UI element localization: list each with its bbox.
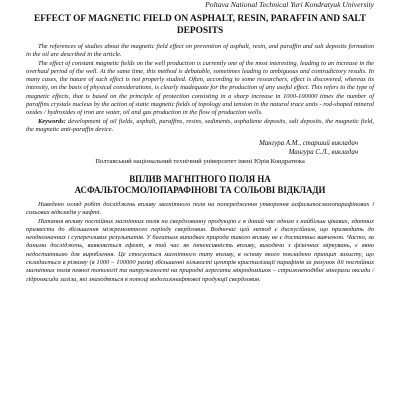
header-affiliation: Poltava National Technical Yuri Kondratyuk University bbox=[205, 0, 374, 9]
abstract-english bbox=[26, 43, 374, 134]
abstract-en-paragraph-2: The effect of constant magnetic fields on the well production is currently one of the most interesting, leading to an increase in the overhaul period of the well. At the same time, this method is debatable, sometimes leading to ambiguous and contradictory results. In many cases, the nature of such effect is not properly studied. Often, according to some researchers, effect is discovered, whereas its intensity, on the basis of physical considerations, is clearly inadequate for the production of any useful effect. This refers to the type of magnetic effects, that is based on the principle of protection consisting in a sharp increase in 1000-100000 times the number of paraffins crystals nucleus by the action of static magnetic fields of topology and tension in the natural trace units - rod-shaped mineral oxides / hydroxides of iron are water, oil and gas production in the flow of production wells. bbox=[26, 59, 374, 117]
author-list bbox=[26, 140, 374, 157]
abstract-ukrainian bbox=[26, 201, 374, 284]
author-2: Мангура С.Л., викладач bbox=[288, 148, 358, 156]
paper-title-english: EFFECT OF MAGNETIC FIELD ON ASPHALT, RESIN, PARAFFIN AND SALT DEPOSITS bbox=[33, 14, 367, 36]
abstract-ua-paragraph-2: Питання впливу постійних магнітних полів на свердловинну продукцію є в даний час одним з найбільш цікавих, здатних призвести до збільшення міжремонтного періоду свердловин. Водночас цей метод є дискусійним, що призводить до неоднозначних і суперечливих результатів. У багатьох випадках природа такого впливу не є достатньо вивченою. Часто, за даними досліджень, виявляється ефект, в той час як інтенсивність впливу, виходячи з фізичних міркувань, є явно недостатньою для вироблення. Це стосується магнітного типу впливу, в основу якого покладено принцип захисту, що складається в різкому (в 1000 – 100000 разів) збільшенні кількості центрів кристалізації парафінів за рахунок дії постійних магнітних полів певної топології та напруженості на природні агрегати мікродомішок – стрижнеподібні мінерали оксиди / гідрооксиди заліза, які знаходяться в потоці водогазонафтової продукції свердловин. bbox=[26, 217, 374, 283]
keywords-text: development of oil fields, asphalt, paraffins, resins, sediments, asphaltene deposits, salt deposits, the magnetic field, the magnetic anti-paraffin device. bbox=[26, 117, 374, 133]
affiliation-ukrainian: Полтавський національний технічний університет імені Юрія Кондратюка bbox=[95, 158, 305, 166]
keywords-english bbox=[26, 118, 374, 135]
abstract-ua-paragraph-1: Наведено огляд робіт досліджень впливу магнітного поля на попередження утворення асфальтосмолопарафінових і сольових відкладів у нафті. bbox=[26, 200, 374, 217]
keywords-label: Keywords: bbox=[38, 117, 66, 125]
author-1: Мангура А.М., старший викладач bbox=[259, 140, 358, 148]
abstract-en-paragraph-1: The references of studies about the magnetic field effect on prevention of asphalt, resin, and paraffin and salt deposits formation in the oil are described in the article. bbox=[26, 43, 374, 59]
title-ua-line-2: АСФАЛЬТОСМОЛОПАРАФІНОВІ ТА СОЛЬОВІ ВІДКЛАДИ bbox=[74, 184, 326, 195]
title-ua-line-1: ВПЛИВ МАГНІТНОГО ПОЛЯ НА bbox=[129, 173, 271, 184]
paper-title-ukrainian bbox=[26, 174, 374, 196]
